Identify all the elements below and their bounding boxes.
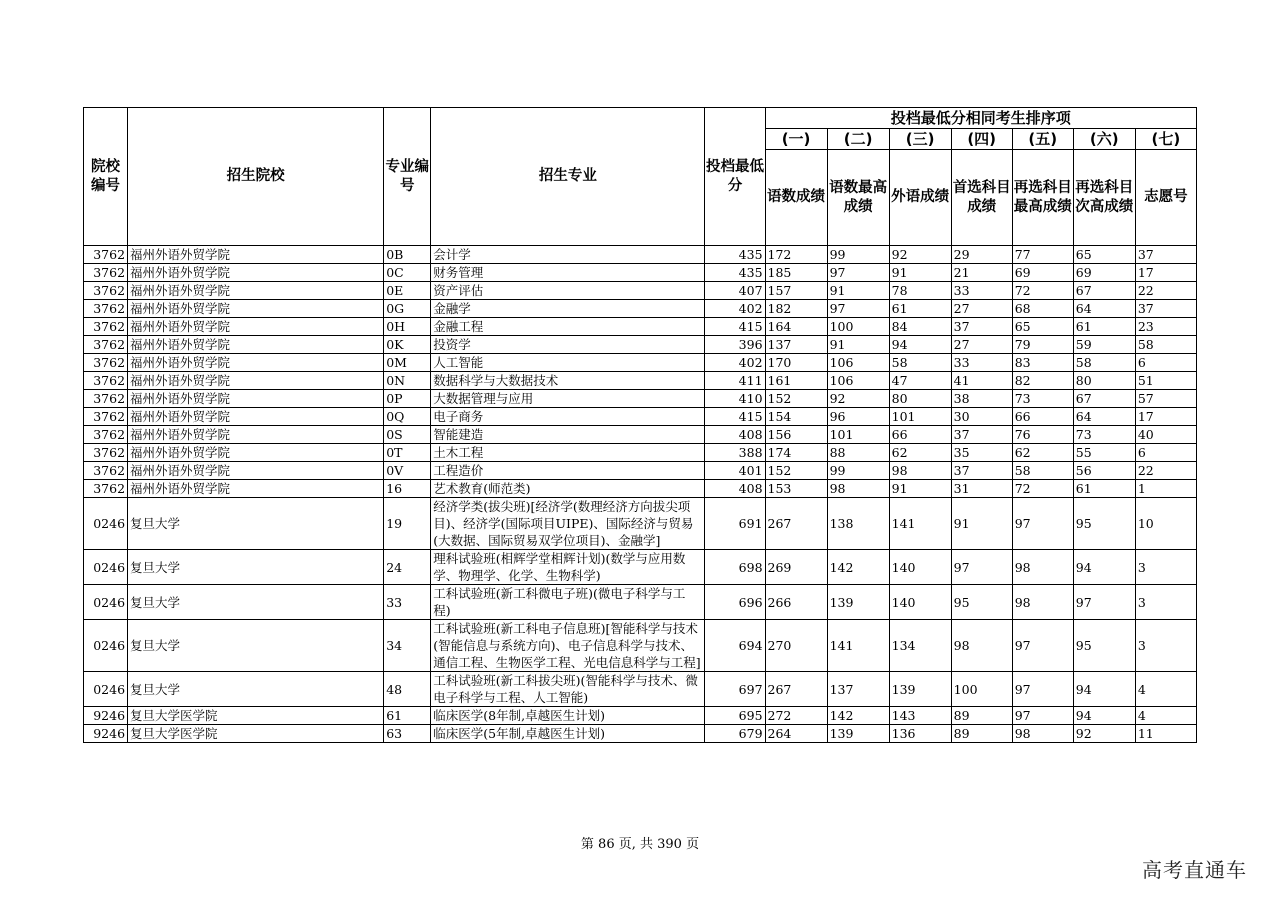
cell-sort-5: 58 bbox=[1012, 462, 1073, 480]
cell-sort-3: 134 bbox=[889, 620, 951, 672]
cell-sort-4: 91 bbox=[951, 498, 1012, 550]
cell-sort-5: 72 bbox=[1012, 282, 1073, 300]
cell-school-code: 0246 bbox=[84, 672, 128, 707]
cell-sort-4: 35 bbox=[951, 444, 1012, 462]
cell-sort-2: 92 bbox=[827, 390, 889, 408]
cell-sort-3: 61 bbox=[889, 300, 951, 318]
cell-sort-3: 62 bbox=[889, 444, 951, 462]
cell-sort-6: 80 bbox=[1073, 372, 1135, 390]
header-sort-label: 志愿号 bbox=[1135, 150, 1196, 246]
cell-sort-1: 267 bbox=[765, 672, 827, 707]
cell-major-code: 24 bbox=[384, 550, 431, 585]
cell-major-name: 资产评估 bbox=[431, 282, 705, 300]
cell-sort-2: 142 bbox=[827, 550, 889, 585]
cell-min-score: 401 bbox=[705, 462, 765, 480]
cell-sort-1: 170 bbox=[765, 354, 827, 372]
cell-sort-5: 98 bbox=[1012, 725, 1073, 743]
cell-school-code: 3762 bbox=[84, 336, 128, 354]
cell-sort-5: 62 bbox=[1012, 444, 1073, 462]
cell-major-code: 19 bbox=[384, 498, 431, 550]
cell-school-name: 复旦大学 bbox=[128, 585, 384, 620]
cell-sort-2: 99 bbox=[827, 462, 889, 480]
cell-min-score: 388 bbox=[705, 444, 765, 462]
header-school-code: 院校编号 bbox=[84, 108, 128, 246]
cell-sort-3: 92 bbox=[889, 246, 951, 264]
cell-sort-2: 91 bbox=[827, 282, 889, 300]
header-sort-number: (六) bbox=[1073, 129, 1135, 150]
cell-sort-4: 89 bbox=[951, 707, 1012, 725]
cell-sort-3: 143 bbox=[889, 707, 951, 725]
cell-min-score: 408 bbox=[705, 426, 765, 444]
cell-sort-7: 17 bbox=[1135, 408, 1196, 426]
header-sort-label: 首选科目成绩 bbox=[951, 150, 1012, 246]
cell-major-name: 金融工程 bbox=[431, 318, 705, 336]
cell-sort-7: 17 bbox=[1135, 264, 1196, 282]
cell-school-name: 复旦大学 bbox=[128, 498, 384, 550]
cell-school-code: 3762 bbox=[84, 354, 128, 372]
cell-sort-6: 58 bbox=[1073, 354, 1135, 372]
cell-sort-4: 95 bbox=[951, 585, 1012, 620]
cell-sort-3: 66 bbox=[889, 426, 951, 444]
cell-sort-1: 272 bbox=[765, 707, 827, 725]
table-row bbox=[84, 550, 1197, 585]
table-row bbox=[84, 354, 1197, 372]
cell-sort-4: 97 bbox=[951, 550, 1012, 585]
cell-sort-5: 73 bbox=[1012, 390, 1073, 408]
cell-sort-3: 140 bbox=[889, 550, 951, 585]
cell-school-code: 3762 bbox=[84, 462, 128, 480]
cell-sort-7: 6 bbox=[1135, 444, 1196, 462]
table-row bbox=[84, 282, 1197, 300]
cell-major-name: 临床医学(8年制,卓越医生计划) bbox=[431, 707, 705, 725]
cell-min-score: 698 bbox=[705, 550, 765, 585]
cell-sort-6: 56 bbox=[1073, 462, 1135, 480]
cell-school-code: 9246 bbox=[84, 725, 128, 743]
cell-sort-1: 154 bbox=[765, 408, 827, 426]
cell-sort-1: 152 bbox=[765, 390, 827, 408]
cell-sort-7: 22 bbox=[1135, 462, 1196, 480]
cell-min-score: 697 bbox=[705, 672, 765, 707]
cell-min-score: 407 bbox=[705, 282, 765, 300]
cell-min-score: 402 bbox=[705, 300, 765, 318]
cell-sort-7: 4 bbox=[1135, 707, 1196, 725]
header-min-score: 投档最低分 bbox=[705, 108, 765, 246]
cell-sort-1: 264 bbox=[765, 725, 827, 743]
cell-sort-4: 37 bbox=[951, 318, 1012, 336]
cell-sort-5: 82 bbox=[1012, 372, 1073, 390]
cell-school-name: 福州外语外贸学院 bbox=[128, 372, 384, 390]
cell-sort-1: 269 bbox=[765, 550, 827, 585]
cell-school-name: 福州外语外贸学院 bbox=[128, 426, 384, 444]
cell-sort-4: 41 bbox=[951, 372, 1012, 390]
cell-sort-4: 38 bbox=[951, 390, 1012, 408]
cell-sort-2: 91 bbox=[827, 336, 889, 354]
cell-sort-3: 98 bbox=[889, 462, 951, 480]
cell-school-name: 福州外语外贸学院 bbox=[128, 354, 384, 372]
cell-sort-6: 73 bbox=[1073, 426, 1135, 444]
cell-school-name: 复旦大学 bbox=[128, 672, 384, 707]
cell-major-code: 0P bbox=[384, 390, 431, 408]
cell-major-name: 经济学类(拔尖班)[经济学(数理经济方向拔尖项目)、经济学(国际项目UIPE)、国际经济与贸易(大数据、国际贸易双学位项目)、金融学] bbox=[431, 498, 705, 550]
table-row bbox=[84, 672, 1197, 707]
cell-sort-6: 95 bbox=[1073, 498, 1135, 550]
cell-major-code: 61 bbox=[384, 707, 431, 725]
cell-major-code: 0C bbox=[384, 264, 431, 282]
cell-sort-4: 27 bbox=[951, 336, 1012, 354]
cell-major-code: 0E bbox=[384, 282, 431, 300]
cell-major-code: 63 bbox=[384, 725, 431, 743]
cell-min-score: 408 bbox=[705, 480, 765, 498]
cell-sort-5: 98 bbox=[1012, 585, 1073, 620]
table-row bbox=[84, 462, 1197, 480]
cell-sort-7: 3 bbox=[1135, 620, 1196, 672]
cell-major-name: 艺术教育(师范类) bbox=[431, 480, 705, 498]
cell-min-score: 402 bbox=[705, 354, 765, 372]
cell-sort-1: 157 bbox=[765, 282, 827, 300]
cell-sort-4: 33 bbox=[951, 282, 1012, 300]
cell-sort-4: 29 bbox=[951, 246, 1012, 264]
cell-sort-5: 66 bbox=[1012, 408, 1073, 426]
cell-sort-7: 51 bbox=[1135, 372, 1196, 390]
cell-sort-5: 97 bbox=[1012, 707, 1073, 725]
cell-sort-4: 100 bbox=[951, 672, 1012, 707]
cell-sort-2: 141 bbox=[827, 620, 889, 672]
cell-major-code: 16 bbox=[384, 480, 431, 498]
cell-sort-2: 99 bbox=[827, 246, 889, 264]
cell-sort-5: 76 bbox=[1012, 426, 1073, 444]
header-school-name: 招生院校 bbox=[128, 108, 384, 246]
cell-school-code: 9246 bbox=[84, 707, 128, 725]
cell-major-code: 0K bbox=[384, 336, 431, 354]
cell-school-code: 3762 bbox=[84, 408, 128, 426]
cell-major-name: 临床医学(5年制,卓越医生计划) bbox=[431, 725, 705, 743]
cell-sort-6: 64 bbox=[1073, 408, 1135, 426]
cell-major-code: 0N bbox=[384, 372, 431, 390]
cell-school-name: 福州外语外贸学院 bbox=[128, 408, 384, 426]
table-row bbox=[84, 336, 1197, 354]
cell-school-code: 3762 bbox=[84, 444, 128, 462]
header-sort-number: (四) bbox=[951, 129, 1012, 150]
cell-school-code: 3762 bbox=[84, 300, 128, 318]
header-sort-number: (一) bbox=[765, 129, 827, 150]
cell-sort-1: 174 bbox=[765, 444, 827, 462]
cell-sort-7: 11 bbox=[1135, 725, 1196, 743]
cell-major-name: 工科试验班(新工科电子信息班)[智能科学与技术(智能信息与系统方向)、电子信息科学与技术、通信工程、生物医学工程、光电信息科学与工程] bbox=[431, 620, 705, 672]
cell-sort-6: 64 bbox=[1073, 300, 1135, 318]
cell-min-score: 435 bbox=[705, 246, 765, 264]
cell-major-name: 大数据管理与应用 bbox=[431, 390, 705, 408]
cell-sort-2: 97 bbox=[827, 264, 889, 282]
cell-sort-6: 67 bbox=[1073, 390, 1135, 408]
cell-sort-2: 137 bbox=[827, 672, 889, 707]
cell-sort-3: 80 bbox=[889, 390, 951, 408]
page-footer: 第 86 页, 共 390 页 bbox=[580, 837, 700, 852]
cell-sort-5: 69 bbox=[1012, 264, 1073, 282]
cell-sort-2: 98 bbox=[827, 480, 889, 498]
cell-sort-2: 97 bbox=[827, 300, 889, 318]
cell-school-name: 福州外语外贸学院 bbox=[128, 480, 384, 498]
cell-sort-1: 152 bbox=[765, 462, 827, 480]
cell-sort-2: 106 bbox=[827, 354, 889, 372]
cell-min-score: 691 bbox=[705, 498, 765, 550]
cell-sort-6: 55 bbox=[1073, 444, 1135, 462]
cell-major-name: 电子商务 bbox=[431, 408, 705, 426]
cell-sort-7: 3 bbox=[1135, 550, 1196, 585]
cell-major-name: 数据科学与大数据技术 bbox=[431, 372, 705, 390]
table-row bbox=[84, 246, 1197, 264]
cell-sort-7: 1 bbox=[1135, 480, 1196, 498]
cell-sort-7: 37 bbox=[1135, 246, 1196, 264]
cell-major-name: 投资学 bbox=[431, 336, 705, 354]
cell-sort-7: 40 bbox=[1135, 426, 1196, 444]
cell-sort-1: 267 bbox=[765, 498, 827, 550]
cell-school-name: 福州外语外贸学院 bbox=[128, 444, 384, 462]
cell-sort-1: 164 bbox=[765, 318, 827, 336]
cell-sort-1: 270 bbox=[765, 620, 827, 672]
table-row bbox=[84, 585, 1197, 620]
cell-sort-2: 100 bbox=[827, 318, 889, 336]
cell-sort-5: 83 bbox=[1012, 354, 1073, 372]
cell-major-code: 48 bbox=[384, 672, 431, 707]
cell-sort-3: 140 bbox=[889, 585, 951, 620]
cell-sort-6: 95 bbox=[1073, 620, 1135, 672]
cell-major-code: 0T bbox=[384, 444, 431, 462]
cell-sort-5: 65 bbox=[1012, 318, 1073, 336]
cell-sort-3: 94 bbox=[889, 336, 951, 354]
cell-sort-5: 97 bbox=[1012, 672, 1073, 707]
cell-school-code: 3762 bbox=[84, 426, 128, 444]
cell-school-code: 3762 bbox=[84, 264, 128, 282]
header-sort-label: 再选科目最高成绩 bbox=[1012, 150, 1073, 246]
cell-school-name: 福州外语外贸学院 bbox=[128, 264, 384, 282]
cell-sort-6: 92 bbox=[1073, 725, 1135, 743]
cell-school-name: 福州外语外贸学院 bbox=[128, 300, 384, 318]
cell-major-name: 土木工程 bbox=[431, 444, 705, 462]
cell-school-code: 0246 bbox=[84, 550, 128, 585]
cell-sort-3: 101 bbox=[889, 408, 951, 426]
cell-school-name: 福州外语外贸学院 bbox=[128, 318, 384, 336]
header-sort-number: (五) bbox=[1012, 129, 1073, 150]
cell-major-name: 理科试验班(相辉学堂相辉计划)(数学与应用数学、物理学、化学、生物科学) bbox=[431, 550, 705, 585]
table-row bbox=[84, 264, 1197, 282]
header-sort-label: 语数最高成绩 bbox=[827, 150, 889, 246]
header-sort-number: (三) bbox=[889, 129, 951, 150]
cell-school-code: 3762 bbox=[84, 246, 128, 264]
cell-school-name: 复旦大学医学院 bbox=[128, 707, 384, 725]
cell-sort-6: 61 bbox=[1073, 318, 1135, 336]
cell-major-code: 0S bbox=[384, 426, 431, 444]
cell-min-score: 695 bbox=[705, 707, 765, 725]
cell-min-score: 679 bbox=[705, 725, 765, 743]
cell-school-code: 0246 bbox=[84, 498, 128, 550]
cell-major-code: 33 bbox=[384, 585, 431, 620]
cell-sort-3: 136 bbox=[889, 725, 951, 743]
cell-sort-3: 141 bbox=[889, 498, 951, 550]
cell-sort-1: 185 bbox=[765, 264, 827, 282]
cell-sort-7: 10 bbox=[1135, 498, 1196, 550]
table-row bbox=[84, 372, 1197, 390]
header-sort-group: 投档最低分相同考生排序项 bbox=[765, 108, 1196, 129]
cell-sort-6: 67 bbox=[1073, 282, 1135, 300]
cell-sort-3: 47 bbox=[889, 372, 951, 390]
cell-school-name: 复旦大学 bbox=[128, 550, 384, 585]
table-row bbox=[84, 498, 1197, 550]
cell-sort-7: 4 bbox=[1135, 672, 1196, 707]
cell-min-score: 694 bbox=[705, 620, 765, 672]
cell-school-code: 3762 bbox=[84, 318, 128, 336]
header-major-name: 招生专业 bbox=[431, 108, 705, 246]
cell-sort-4: 98 bbox=[951, 620, 1012, 672]
table-row bbox=[84, 444, 1197, 462]
cell-school-code: 3762 bbox=[84, 390, 128, 408]
cell-sort-2: 96 bbox=[827, 408, 889, 426]
cell-sort-3: 91 bbox=[889, 264, 951, 282]
cell-school-name: 福州外语外贸学院 bbox=[128, 390, 384, 408]
cell-sort-7: 23 bbox=[1135, 318, 1196, 336]
cell-min-score: 435 bbox=[705, 264, 765, 282]
cell-sort-5: 98 bbox=[1012, 550, 1073, 585]
cell-min-score: 410 bbox=[705, 390, 765, 408]
cell-major-code: 0V bbox=[384, 462, 431, 480]
cell-major-code: 0G bbox=[384, 300, 431, 318]
cell-school-code: 0246 bbox=[84, 585, 128, 620]
cell-sort-3: 58 bbox=[889, 354, 951, 372]
cell-sort-6: 94 bbox=[1073, 672, 1135, 707]
cell-major-name: 工程造价 bbox=[431, 462, 705, 480]
cell-school-name: 复旦大学医学院 bbox=[128, 725, 384, 743]
cell-sort-3: 139 bbox=[889, 672, 951, 707]
cell-major-code: 0Q bbox=[384, 408, 431, 426]
cell-school-name: 福州外语外贸学院 bbox=[128, 336, 384, 354]
cell-major-name: 财务管理 bbox=[431, 264, 705, 282]
cell-sort-5: 77 bbox=[1012, 246, 1073, 264]
cell-sort-1: 172 bbox=[765, 246, 827, 264]
cell-sort-5: 79 bbox=[1012, 336, 1073, 354]
cell-sort-5: 97 bbox=[1012, 620, 1073, 672]
table-row bbox=[84, 318, 1197, 336]
table-row bbox=[84, 390, 1197, 408]
header-sort-label: 外语成绩 bbox=[889, 150, 951, 246]
cell-sort-2: 88 bbox=[827, 444, 889, 462]
cell-sort-2: 142 bbox=[827, 707, 889, 725]
cell-major-name: 会计学 bbox=[431, 246, 705, 264]
cell-min-score: 415 bbox=[705, 318, 765, 336]
cell-sort-7: 22 bbox=[1135, 282, 1196, 300]
cell-major-name: 工科试验班(新工科拔尖班)(智能科学与技术、微电子科学与工程、人工智能) bbox=[431, 672, 705, 707]
cell-major-code: 0H bbox=[384, 318, 431, 336]
cell-sort-2: 139 bbox=[827, 585, 889, 620]
cell-sort-6: 94 bbox=[1073, 550, 1135, 585]
cell-school-code: 3762 bbox=[84, 372, 128, 390]
table-row bbox=[84, 480, 1197, 498]
cell-major-name: 智能建造 bbox=[431, 426, 705, 444]
cell-sort-5: 72 bbox=[1012, 480, 1073, 498]
cell-major-name: 工科试验班(新工科微电子班)(微电子科学与工程) bbox=[431, 585, 705, 620]
cell-sort-5: 97 bbox=[1012, 498, 1073, 550]
table-row bbox=[84, 707, 1197, 725]
table-row bbox=[84, 426, 1197, 444]
cell-min-score: 411 bbox=[705, 372, 765, 390]
cell-sort-4: 37 bbox=[951, 426, 1012, 444]
cell-sort-7: 37 bbox=[1135, 300, 1196, 318]
table-row bbox=[84, 620, 1197, 672]
cell-sort-3: 78 bbox=[889, 282, 951, 300]
cell-sort-1: 137 bbox=[765, 336, 827, 354]
cell-sort-3: 84 bbox=[889, 318, 951, 336]
cell-sort-6: 97 bbox=[1073, 585, 1135, 620]
cell-major-code: 0B bbox=[384, 246, 431, 264]
cell-sort-4: 27 bbox=[951, 300, 1012, 318]
cell-major-name: 金融学 bbox=[431, 300, 705, 318]
header-sort-number: (二) bbox=[827, 129, 889, 150]
table-row bbox=[84, 408, 1197, 426]
cell-sort-4: 21 bbox=[951, 264, 1012, 282]
cell-sort-1: 153 bbox=[765, 480, 827, 498]
cell-school-name: 复旦大学 bbox=[128, 620, 384, 672]
cell-sort-7: 57 bbox=[1135, 390, 1196, 408]
cell-sort-7: 3 bbox=[1135, 585, 1196, 620]
cell-min-score: 396 bbox=[705, 336, 765, 354]
cell-sort-3: 91 bbox=[889, 480, 951, 498]
watermark: 高考直通车 bbox=[1142, 858, 1247, 882]
cell-sort-6: 65 bbox=[1073, 246, 1135, 264]
cell-school-code: 3762 bbox=[84, 282, 128, 300]
cell-sort-4: 30 bbox=[951, 408, 1012, 426]
cell-school-name: 福州外语外贸学院 bbox=[128, 462, 384, 480]
header-sort-label: 语数成绩 bbox=[765, 150, 827, 246]
cell-sort-4: 31 bbox=[951, 480, 1012, 498]
cell-major-code: 34 bbox=[384, 620, 431, 672]
cell-min-score: 415 bbox=[705, 408, 765, 426]
cell-sort-6: 61 bbox=[1073, 480, 1135, 498]
cell-min-score: 696 bbox=[705, 585, 765, 620]
cell-sort-6: 59 bbox=[1073, 336, 1135, 354]
cell-school-name: 福州外语外贸学院 bbox=[128, 246, 384, 264]
cell-major-code: 0M bbox=[384, 354, 431, 372]
cell-sort-4: 37 bbox=[951, 462, 1012, 480]
cell-sort-4: 89 bbox=[951, 725, 1012, 743]
header-major-code: 专业编号 bbox=[384, 108, 431, 246]
cell-sort-1: 161 bbox=[765, 372, 827, 390]
cell-sort-7: 58 bbox=[1135, 336, 1196, 354]
cell-school-code: 0246 bbox=[84, 620, 128, 672]
cell-sort-6: 69 bbox=[1073, 264, 1135, 282]
cell-sort-5: 68 bbox=[1012, 300, 1073, 318]
cell-school-name: 福州外语外贸学院 bbox=[128, 282, 384, 300]
admission-table bbox=[83, 107, 1197, 743]
cell-school-code: 3762 bbox=[84, 480, 128, 498]
cell-major-name: 人工智能 bbox=[431, 354, 705, 372]
cell-sort-6: 94 bbox=[1073, 707, 1135, 725]
table-row bbox=[84, 300, 1197, 318]
cell-sort-2: 139 bbox=[827, 725, 889, 743]
header-sort-label: 再选科目次高成绩 bbox=[1073, 150, 1135, 246]
table-row bbox=[84, 725, 1197, 743]
cell-sort-2: 138 bbox=[827, 498, 889, 550]
cell-sort-1: 156 bbox=[765, 426, 827, 444]
header-sort-number: (七) bbox=[1135, 129, 1196, 150]
cell-sort-1: 266 bbox=[765, 585, 827, 620]
cell-sort-4: 33 bbox=[951, 354, 1012, 372]
cell-sort-2: 106 bbox=[827, 372, 889, 390]
cell-sort-1: 182 bbox=[765, 300, 827, 318]
cell-sort-2: 101 bbox=[827, 426, 889, 444]
cell-sort-7: 6 bbox=[1135, 354, 1196, 372]
